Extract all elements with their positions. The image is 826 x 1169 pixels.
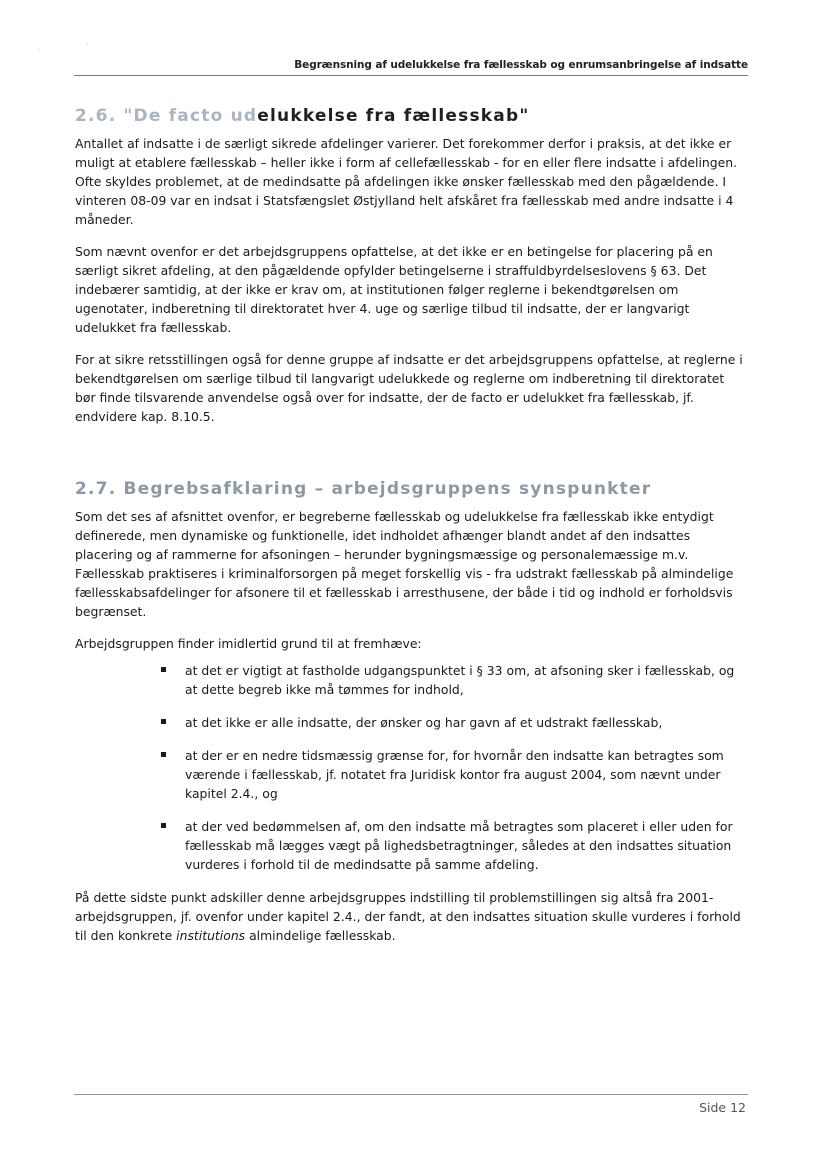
paragraph: For at sikre retsstillingen også for denne gruppe af indsatte er det arbejdsgruppens opfattelse, at reglerne i bekendtgørelsen om særlige tilbud til langvarigt udelukkede og reglerne om indberetning til direktoratet bør finde tilsvarende anvendelse også over for indsatte, der de facto er udelukket fra fællesskab, jf. endvidere kap. 8.10.5.	[75, 352, 743, 424]
bullet-square-icon	[161, 752, 166, 757]
list-item	[161, 713, 747, 732]
heading-number: 2.7.	[75, 479, 117, 499]
bullet-square-icon	[161, 823, 166, 828]
closing-text-end: almindelige fællesskab.	[245, 928, 396, 943]
paragraph: Antallet af indsatte i de særligt sikrede afdelinger varierer. Det forekommer derfor i praksis, at det ikke er muligt at etablere fællesskab – heller ikke i form af cellefællesskab - for en eller flere indsatte i afdelingen. Ofte skyldes problemet, at de medindsatte på afdelingen ikke ønsker fællesskab med den pågældende. I vinteren 08-09 var en indsat i Statsfængslet Østjylland helt afskåret fra fællesskab med andre indsatte i 4 måneder.	[75, 136, 738, 227]
heading-number: 2.6.	[75, 106, 117, 126]
running-header: Begrænsning af udelukkelse fra fællesskab og enrumsanbringelse af indsatte	[294, 59, 748, 71]
section-heading-2-7	[75, 477, 747, 501]
page-number: Side 12	[699, 1100, 746, 1115]
list-item-text: at det ikke er alle indsatte, der ønsker og har gavn af et udstrakt fællesskab,	[185, 715, 663, 730]
list-item	[161, 817, 747, 874]
closing-emphasis: institutions	[176, 928, 246, 943]
paragraph: Som det ses af afsnittet ovenfor, er begreberne fællesskab og udelukkelse fra fællesskab ikke entydigt definerede, men dynamiske og funktionelle, idet indholdet afhænger blandt andet af den indsattes placering og af rammerne for afsoningen – herunder bygningsmæssige og personalemæssige m.v. Fællesskab praktiseres i kriminalforsorgen på meget forskellig vis - fra udstrakt fællesskab på almindelige fællesskabsafdelinger for afsonere til et fællesskab i arresthusene, der både i tid og indhold er forholdsvis begrænset.	[75, 509, 734, 619]
scan-speck: ·	[86, 40, 89, 50]
list-item-text: at der ved bedømmelsen af, om den indsatte må betragtes som placeret i eller uden for fællesskab må lægges vægt på lighedsbetragtninger, således at den indsattes situation vurderes i forhold til de medindsatte på samme afdeling.	[185, 819, 733, 872]
section-spacer	[75, 439, 747, 477]
closing-paragraph	[75, 888, 747, 945]
bullet-square-icon	[161, 719, 166, 724]
heading-title-dark: elukkelse fra fællesskab"	[257, 106, 530, 126]
scan-speck: ·	[38, 46, 41, 56]
section-heading-2-6	[75, 104, 747, 128]
page-body	[75, 104, 747, 958]
list-item	[161, 661, 747, 699]
list-item	[161, 746, 747, 803]
heading-title-faded: "De facto ud	[116, 106, 258, 126]
list-item-text: at der er en nedre tidsmæssig grænse for, for hvornår den indsatte kan betragtes som værende i fællesskab, jf. notatet fra Juridisk kontor fra august 2004, som nævnt under kapitel 2.4., og	[185, 748, 724, 801]
heading-title: Begrebsafklaring – arbejdsgruppens synspunkter	[116, 479, 652, 499]
bullet-list	[75, 661, 747, 874]
footer-divider	[74, 1094, 748, 1095]
closing-text: På dette sidste punkt adskiller denne arbejdsgruppes indstilling til problemstillingen sig altså fra 2001-arbejdsgruppen, jf. ovenfor under kapitel 2.4., der fandt, at den indsattes situation skulle vurderes i forhold til den konkrete	[75, 890, 741, 943]
list-item-text: at det er vigtigt at fastholde udgangspunktet i § 33 om, at afsoning sker i fællesskab, og at dette begreb ikke må tømmes for indhold,	[185, 663, 735, 697]
header-divider	[74, 75, 748, 76]
paragraph: Arbejdsgruppen finder imidlertid grund til at fremhæve:	[75, 636, 422, 651]
bullet-square-icon	[161, 667, 166, 672]
paragraph: Som nævnt ovenfor er det arbejdsgruppens opfattelse, at det ikke er en betingelse for placering på en særligt sikret afdeling, at den pågældende opfylder betingelserne i straffuldbyrdelseslovens § 63. Det indebærer samtidig, at der ikke er krav om, at institutionen følger reglerne i bekendtgørelsen om ugenotater, indberetning til direktoratet hver 4. uge og særlige tilbud til indsatte, der er langvarigt udelukket fra fællesskab.	[75, 244, 713, 335]
